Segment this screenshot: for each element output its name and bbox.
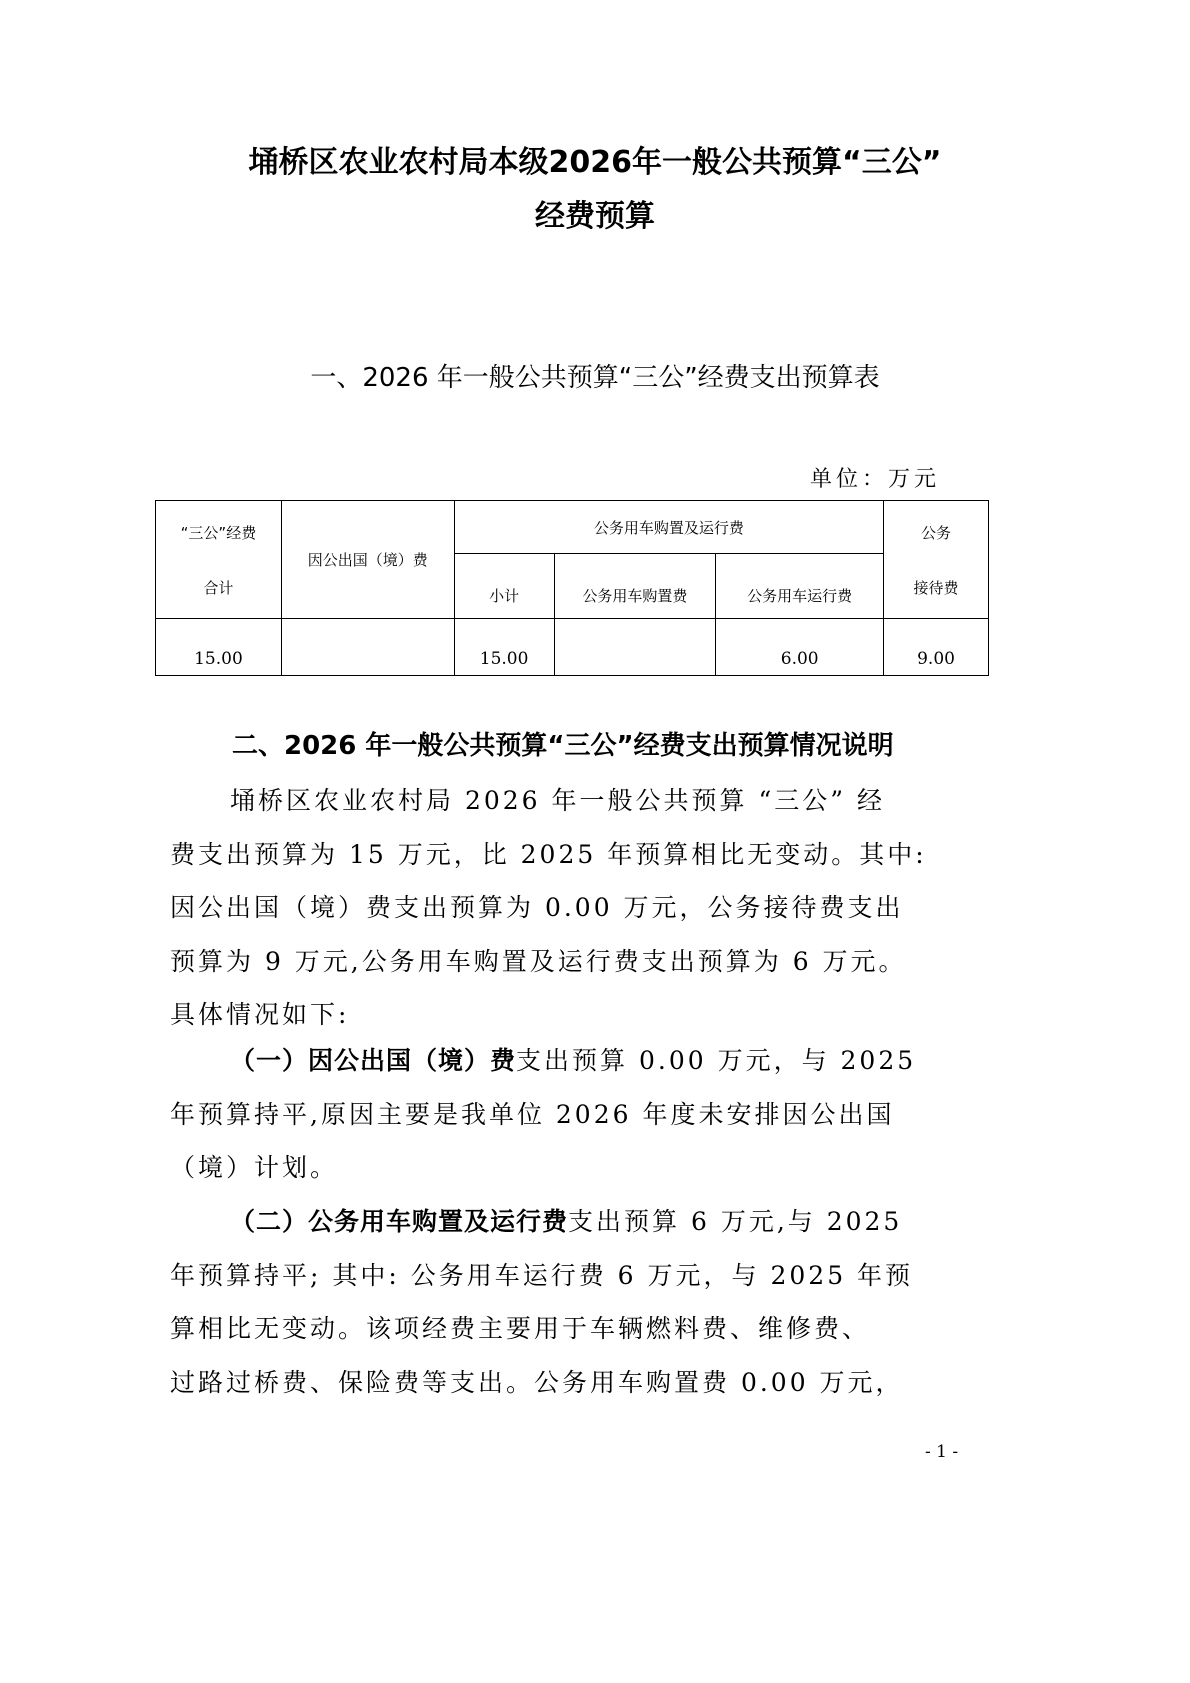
header-reception-line1: 公务 bbox=[921, 523, 952, 542]
cell-reception: 9.00 bbox=[884, 619, 989, 676]
header-vehicle-operation: 公务用车运行费 bbox=[716, 554, 884, 619]
table-row bbox=[156, 619, 989, 676]
summary-line: 因公出国（境）费支出预算为 0.00 万元，公务接待费支出 bbox=[170, 893, 904, 922]
cell-vehicle-purchase bbox=[554, 619, 716, 676]
document-title-line1: 埇桥区农业农村局本级2026年一般公共预算“三公” bbox=[248, 145, 942, 180]
table-header-row-1 bbox=[156, 501, 989, 554]
item1-line1 bbox=[170, 1034, 940, 1088]
unit-label: 单位：万元 bbox=[809, 467, 940, 492]
summary-line: 费支出预算为 15 万元，比 2025 年预算相比无变动。其中: bbox=[170, 839, 927, 869]
header-vehicle-group: 公务用车购置及运行费 bbox=[454, 501, 883, 554]
item1-paragraph bbox=[170, 1034, 940, 1195]
document-title bbox=[0, 136, 1190, 244]
item2-line3: 算相比无变动。该项经费主要用于车辆燃料费、维修费、 bbox=[170, 1314, 871, 1343]
header-reception bbox=[884, 501, 989, 619]
item1-line2: 年预算持平,原因主要是我单位 2026 年度未安排因公出国 bbox=[170, 1099, 895, 1129]
cell-total: 15.00 bbox=[156, 619, 282, 676]
document-title-line2: 经费预算 bbox=[535, 199, 655, 234]
summary-paragraph bbox=[170, 774, 940, 1042]
item2-line1 bbox=[170, 1195, 940, 1249]
summary-line: 埇桥区农业农村局 2026 年一般公共预算 “三公” 经 bbox=[230, 786, 885, 815]
header-total bbox=[156, 501, 282, 619]
header-reception-line2: 接待费 bbox=[913, 578, 959, 597]
cell-subtotal: 15.00 bbox=[454, 619, 554, 676]
cell-abroad bbox=[281, 619, 454, 676]
header-total-line2: 合计 bbox=[203, 578, 234, 597]
header-subtotal: 小计 bbox=[454, 554, 554, 619]
item2-line1-text: 支出预算 6 万元,与 2025 bbox=[568, 1207, 903, 1236]
item1-label: （一）因公出国（境）费 bbox=[230, 1046, 517, 1075]
summary-line: 预算为 9 万元,公务用车购置及运行费支出预算为 6 万元。 bbox=[170, 946, 907, 976]
section1-heading: 一、2026 年一般公共预算“三公”经费支出预算表 bbox=[310, 363, 880, 393]
header-total-line1: “三公”经费 bbox=[180, 523, 257, 542]
page-number: - 1 - bbox=[925, 1442, 959, 1462]
header-abroad: 因公出国（境）费 bbox=[281, 501, 454, 619]
summary-line: 具体情况如下: bbox=[170, 1000, 350, 1029]
item2-line4: 过路过桥费、保险费等支出。公务用车购置费 0.00 万元， bbox=[170, 1367, 904, 1397]
item1-line1-text: 支出预算 0.00 万元，与 2025 bbox=[516, 1046, 917, 1075]
section2-heading: 二、2026 年一般公共预算“三公”经费支出预算情况说明 bbox=[232, 731, 894, 761]
cell-vehicle-operation: 6.00 bbox=[716, 619, 884, 676]
item1-line3: （境）计划。 bbox=[170, 1153, 339, 1182]
item2-paragraph bbox=[170, 1195, 940, 1409]
header-vehicle-purchase: 公务用车购置费 bbox=[554, 554, 716, 619]
item2-label: （二）公务用车购置及运行费 bbox=[230, 1207, 569, 1236]
item2-line2: 年预算持平; 其中: 公务用车运行费 6 万元，与 2025 年预 bbox=[170, 1260, 914, 1290]
three-public-expenses-table bbox=[155, 500, 989, 676]
